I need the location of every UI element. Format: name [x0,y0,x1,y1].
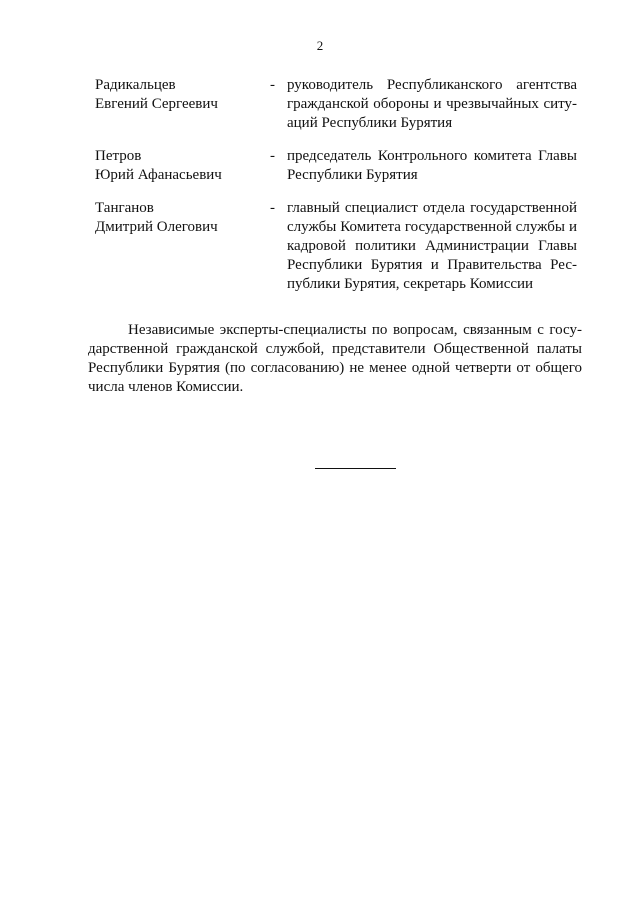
member-role-line: кадровой политики Администрации Главы [287,238,577,254]
page-number: 2 [316,38,324,53]
member-role-line: Республики Бурятия [287,167,418,183]
member-dash: - [270,148,275,164]
member-name [95,76,265,114]
experts-paragraph [88,321,582,397]
member-role-line: публики Бурятия, секретарь Комиссии [287,276,534,292]
member-role [287,199,577,294]
member-role-line: председатель Контрольного комитета Главы [287,148,577,164]
member-role-line: главный специалист отдела государственной [287,200,577,216]
member-name [95,199,265,237]
member-dash: - [270,200,275,216]
member-role-line: Республики Бурятия и Правительства Рес- [287,257,577,273]
member-role-line: аций Республики Бурятия [287,115,453,131]
member-name [95,147,265,185]
member-given-names: Юрий Афанасьевич [95,167,222,183]
member-surname: Танганов [95,200,154,216]
end-of-document-rule [315,468,396,469]
member-surname: Петров [95,148,142,164]
paragraph-line: числа членов Комиссии. [88,379,244,395]
member-role-line: службы Комитета государственной службы и [287,219,577,235]
member-dash: - [270,77,275,93]
member-given-names: Евгений Сергеевич [95,96,218,112]
member-role [287,76,577,133]
paragraph-line: дарственной гражданской службой, представители Общественной палаты [88,341,582,357]
member-surname: Радикальцев [95,77,176,93]
paragraph-line: Республики Бурятия (по согласованию) не менее одной четверти от общего [88,360,582,376]
member-role-line: руководитель Республиканского агентства [287,77,577,93]
member-role-line: гражданской обороны и чрезвычайных ситу- [287,96,577,112]
member-given-names: Дмитрий Олегович [95,219,218,235]
paragraph-line: Независимые эксперты-специалисты по вопросам, связанным с госу- [128,322,582,338]
member-role [287,147,577,185]
